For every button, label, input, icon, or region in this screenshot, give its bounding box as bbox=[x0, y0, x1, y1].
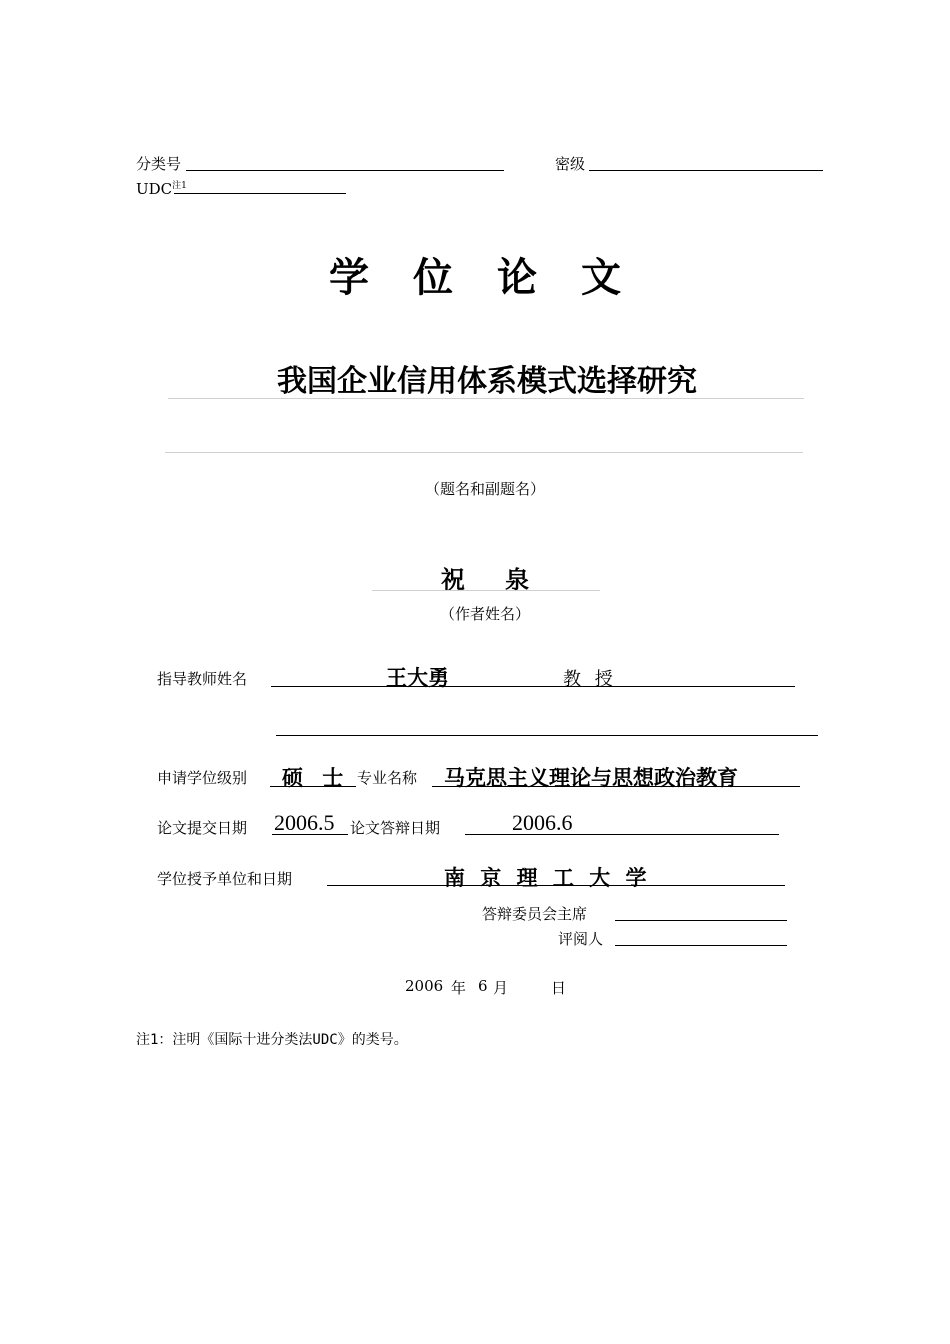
thesis-title: 我国企业信用体系模式选择研究 bbox=[277, 364, 697, 399]
secret-level-label: 密级 bbox=[555, 155, 586, 173]
reviewer-label: 评阅人 bbox=[558, 930, 604, 948]
udc-label: UDC$^{注1}$ bbox=[136, 180, 187, 198]
supervisor-label: 指导教师姓名 bbox=[157, 670, 248, 688]
title-underline bbox=[168, 398, 804, 399]
major-line bbox=[432, 786, 800, 787]
committee-chair-label: 答辩委员会主席 bbox=[482, 905, 588, 923]
institution-line bbox=[327, 885, 785, 886]
submit-date-label: 论文提交日期 bbox=[157, 819, 248, 837]
date-month-unit: 月 bbox=[493, 979, 509, 997]
doc-type-title: 学位论文 bbox=[329, 254, 665, 301]
institution-name: 南 京 理 工 大 学 bbox=[444, 865, 651, 890]
classification-label: 分类号 bbox=[136, 155, 182, 173]
title-caption: （题名和副题名） bbox=[424, 480, 545, 498]
supervisor-name: 王大勇 bbox=[386, 665, 449, 690]
secret-level-field-line bbox=[589, 170, 823, 171]
degree-level-label: 申请学位级别 bbox=[157, 769, 248, 787]
major-label: 专业名称 bbox=[357, 769, 418, 787]
defense-date-label: 论文答辩日期 bbox=[350, 819, 441, 837]
committee-chair-line bbox=[615, 920, 787, 921]
submit-date-line bbox=[272, 834, 348, 835]
institution-label: 学位授予单位和日期 bbox=[157, 870, 293, 888]
footnote: 注1：注明《国际十进分类法UDC》的类号。 bbox=[136, 1032, 408, 1048]
date-month: 6 bbox=[478, 977, 488, 995]
author-underline bbox=[372, 590, 600, 591]
date-day-unit: 日 bbox=[551, 979, 567, 997]
udc-field-line bbox=[174, 193, 346, 194]
major-name: 马克思主义理论与思想政治教育 bbox=[444, 765, 738, 790]
author-caption: （作者姓名） bbox=[439, 605, 530, 623]
author-name: 祝 泉 bbox=[440, 565, 546, 594]
reviewer-line bbox=[615, 945, 787, 946]
defense-date: 2006.6 bbox=[512, 810, 573, 835]
defense-date-line bbox=[465, 834, 779, 835]
udc-note-superscript: 注1 bbox=[172, 181, 187, 191]
date-year: 2006 bbox=[405, 977, 444, 995]
degree-level: 硕 士 bbox=[282, 765, 350, 790]
date-year-unit: 年 bbox=[451, 979, 467, 997]
subtitle-underline bbox=[165, 452, 803, 453]
supervisor-extra-line bbox=[276, 735, 818, 736]
degree-level-line bbox=[270, 786, 356, 787]
classification-field-line bbox=[186, 170, 504, 171]
supervisor-title: 教 授 bbox=[563, 669, 617, 690]
submit-date: 2006.5 bbox=[274, 810, 335, 835]
supervisor-field-line bbox=[271, 686, 795, 687]
